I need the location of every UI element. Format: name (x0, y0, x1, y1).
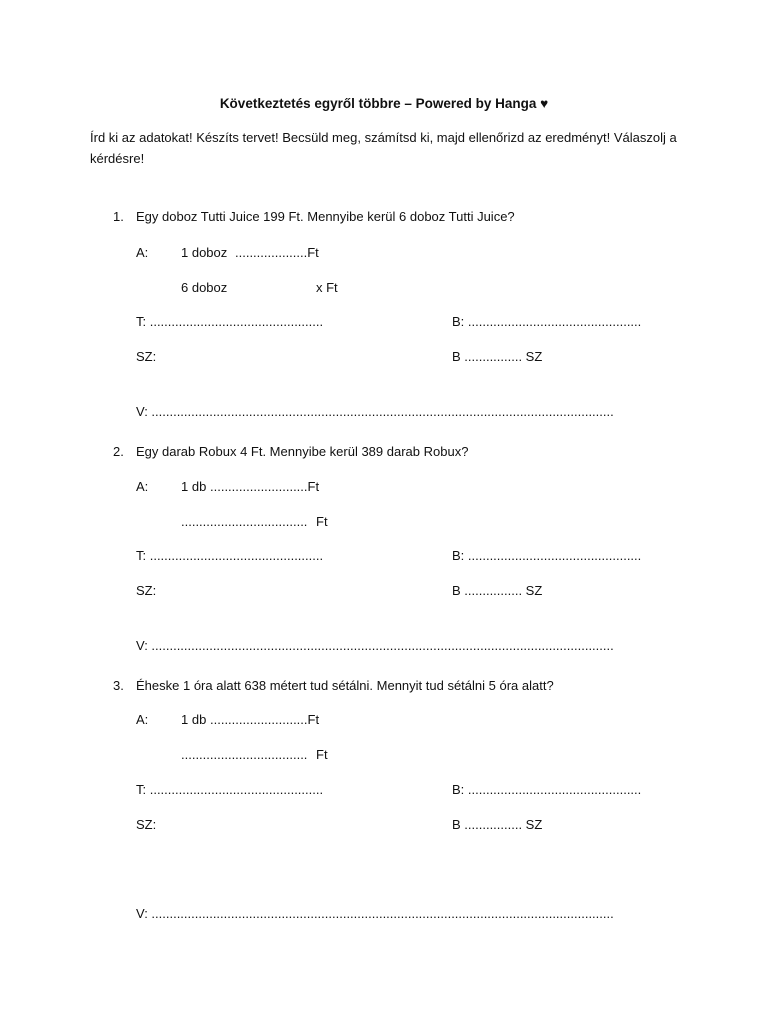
estimate-line: B: ................................................ (452, 314, 642, 329)
answer-line: V: ................................................................................................................................ (136, 906, 614, 921)
problem-number: 3. (113, 678, 124, 693)
problem-number: 1. (113, 209, 124, 224)
problem-question: Egy darab Robux 4 Ft. Mennyibe kerül 389 darab Robux? (136, 444, 469, 459)
problem-question: Egy doboz Tutti Juice 199 Ft. Mennyibe kerül 6 doboz Tutti Juice? (136, 209, 515, 224)
check-line: B ................ SZ (452, 349, 543, 364)
title-text: Következtetés egyről többre – Powered by Hanga (219, 96, 537, 111)
problem-number: 2. (113, 444, 124, 459)
data-row1-left: 1 db (181, 712, 207, 727)
answer-line: V: ................................................................................................................................ (136, 638, 614, 653)
plan-line: T: ................................................ (136, 782, 324, 797)
data-row2-left: 6 doboz (181, 280, 228, 295)
data-row2-right: x Ft (316, 280, 338, 295)
estimate-line: B: ................................................ (452, 782, 642, 797)
plan-line: T: ................................................ (136, 548, 324, 563)
answer-line: V: ................................................................................................................................ (136, 404, 614, 419)
data-row1-left: 1 db (181, 479, 207, 494)
check-line: B ................ SZ (452, 817, 543, 832)
a-label: A: (136, 712, 149, 727)
data-row1-right: ...........................Ft (210, 712, 320, 727)
a-label: A: (136, 245, 149, 260)
problem-question: Éheske 1 óra alatt 638 métert tud sétálni. Mennyit tud sétálni 5 óra alatt? (136, 678, 554, 693)
data-row2-left: ................................... (181, 514, 308, 529)
data-row2-right: Ft (316, 747, 328, 762)
page-title (0, 96, 768, 111)
a-label: A: (136, 479, 149, 494)
estimate-line: B: ................................................ (452, 548, 642, 563)
check-line: B ................ SZ (452, 583, 543, 598)
calc-label: SZ: (136, 349, 157, 364)
heart-icon: ♥ (540, 96, 549, 111)
data-row2-right: Ft (316, 514, 328, 529)
calc-label: SZ: (136, 817, 157, 832)
data-row1-right: ....................Ft (235, 245, 319, 260)
data-row1-right: ...........................Ft (210, 479, 320, 494)
instructions: Írd ki az adatokat! Készíts tervet! Becsüld meg, számítsd ki, majd ellenőrizd az eredményt! Válaszolj a kérdésre! (90, 130, 677, 166)
data-row2-left: ................................... (181, 747, 308, 762)
data-row1-left: 1 doboz (181, 245, 228, 260)
calc-label: SZ: (136, 583, 157, 598)
plan-line: T: ................................................ (136, 314, 324, 329)
